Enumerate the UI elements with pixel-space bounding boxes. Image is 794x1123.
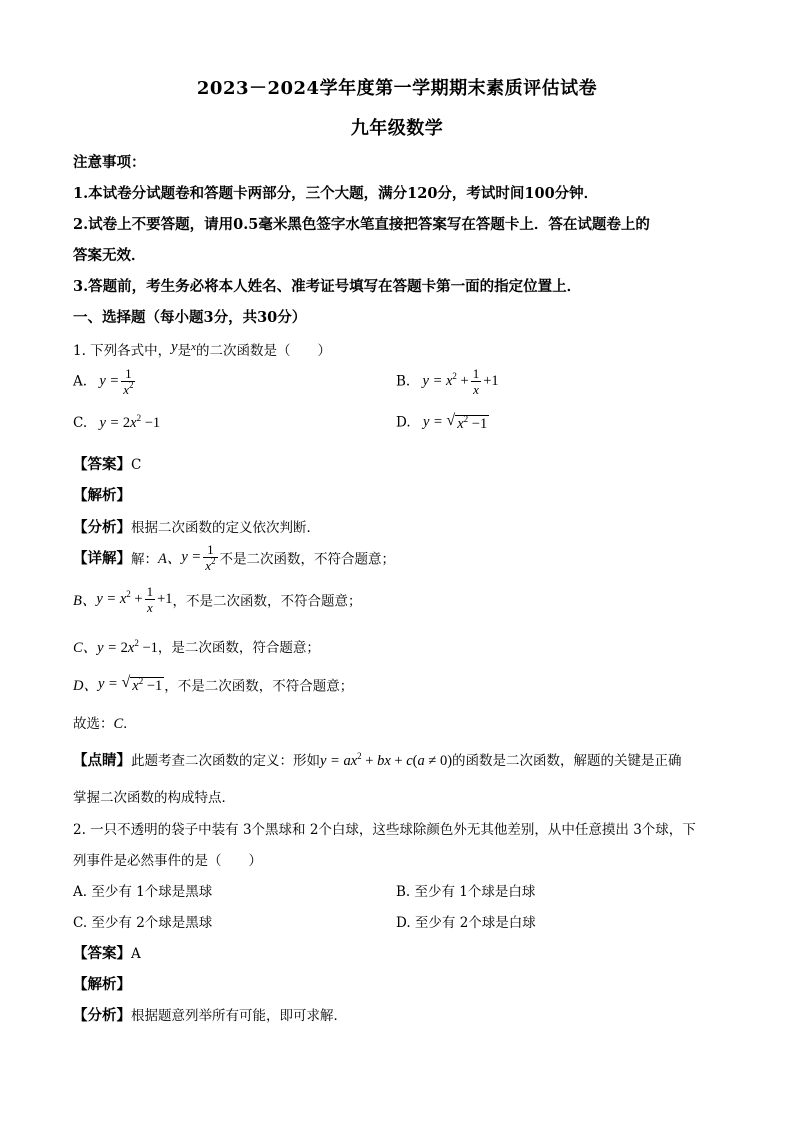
q1-stem-prefix: 1. 下列各式中， bbox=[73, 343, 172, 359]
q2-stem-line1: 2. 一只不透明的袋子中装有 3个黑球和 2个白球，这些球除颜色外无其他差别，从中任意摸出 3个球，下 bbox=[73, 822, 696, 838]
q1-fenxi-text: 根据二次函数的定义依次判断． bbox=[131, 520, 320, 536]
q2-jiexi-tag: 【解析】 bbox=[73, 976, 131, 993]
q1-dianjing-tag: 【点睛】 bbox=[73, 752, 131, 769]
q2-option-b: B. 至少有 1个球是白球 bbox=[396, 884, 536, 900]
q1-option-a bbox=[73, 366, 137, 397]
q2-option-d: D. 至少有 2个球是白球 bbox=[396, 915, 536, 931]
q1-fenxi-tag: 【分析】 bbox=[73, 519, 131, 536]
q1-answer-tag: 【答案】 bbox=[73, 456, 131, 473]
q1-detail-d bbox=[73, 674, 353, 695]
q1-option-d bbox=[396, 413, 489, 432]
q1-detail-c-comment: ，是二次函数，符合题意； bbox=[157, 640, 320, 656]
q2-option-c: C. 至少有 2个球是黑球 bbox=[73, 915, 213, 931]
q1-guxuan bbox=[73, 712, 137, 733]
notes-item-2: 2.试卷上不要答题，请用0.5毫米黑色签字水笔直接把答案写在答题卡上．答在试题卷上的 bbox=[73, 216, 650, 233]
q2-fenxi-text: 根据题意列举所有可能，即可求解． bbox=[131, 1008, 347, 1024]
q1-option-a-label: A. bbox=[73, 373, 88, 390]
exam-title: 2023－2024学年度第一学期期末素质评估试卷 bbox=[196, 78, 598, 99]
section-heading: 一、选择题（每小题3分，共30分） bbox=[73, 309, 307, 326]
q1-option-b-formula: $y = x^2$ + $\frac{1}{x}$ +1 bbox=[422, 366, 499, 397]
notes-item-1: 1.本试卷分试题卷和答题卡两部分，三个大题，满分120分，考试时间100分钟． bbox=[73, 185, 599, 202]
q1-stem-suffix: 的二次函数是（ ） bbox=[196, 343, 331, 359]
q2-option-a: A. 至少有 1个球是黑球 bbox=[73, 884, 213, 900]
q1-dianjing-suffix: 的函数是二次函数，解题的关键是正确 bbox=[452, 753, 682, 769]
q1-detail-b-formula: $y = x^2$ + $\frac{1}{x}$ +1 bbox=[96, 584, 173, 615]
q2-answer bbox=[73, 942, 141, 963]
notes-item-3: 3.答题前，考生务必将本人姓名、准考证号填写在答题卡第一面的指定位置上． bbox=[73, 278, 582, 295]
q1-detail-d-comment: ，不是二次函数，不符合题意； bbox=[164, 678, 354, 695]
q1-option-c-formula: $y = 2x^2 -1$ bbox=[99, 413, 161, 431]
q1-guxuan-text: 故选： bbox=[73, 716, 114, 732]
q1-xiangjie-tag: 【详解】 bbox=[73, 550, 131, 567]
q1-detail-a bbox=[73, 542, 395, 573]
q1-option-c-label: C. bbox=[73, 415, 88, 431]
q1-dianjing-line2: 掌握二次函数的构成特点． bbox=[73, 790, 235, 806]
q1-detail-b-comment: ，不是二次函数，不符合题意； bbox=[172, 593, 362, 610]
q2-stem-line2: 列事件是必然事件的是（ ） bbox=[73, 853, 262, 869]
q1-option-c bbox=[73, 415, 160, 432]
q2-answer-value: A bbox=[131, 946, 141, 962]
q1-detail-b-label: B、 bbox=[73, 593, 97, 609]
q1-detail-c-label: C、 bbox=[73, 640, 98, 656]
q1-detail-d-label: D、 bbox=[73, 678, 98, 694]
q1-guxuan-answer: C bbox=[113, 716, 124, 732]
q2-answer-tag: 【答案】 bbox=[73, 945, 131, 962]
q1-detail-d-formula: y = √ $x^2 -1$ bbox=[97, 674, 163, 694]
q1-detail-b bbox=[73, 584, 362, 615]
q1-detail-a-comment: 不是二次函数，不符合题意； bbox=[219, 551, 395, 568]
q1-fenxi bbox=[73, 516, 320, 537]
q1-detail-a-label: A、 bbox=[158, 551, 182, 567]
q1-answer-value: C bbox=[131, 457, 142, 473]
q1-stem-mid: 是 bbox=[177, 343, 192, 359]
q1-xiangjie-prefix: 解： bbox=[131, 551, 158, 568]
q1-option-b-label: B. bbox=[396, 373, 411, 390]
q1-detail-a-formula: y = $\frac{1}{x^2}$ bbox=[181, 542, 216, 573]
q1-guxuan-end: ． bbox=[123, 716, 137, 732]
q1-stem bbox=[73, 339, 331, 360]
q1-option-b bbox=[396, 366, 499, 397]
q1-detail-c bbox=[73, 636, 320, 657]
q2-fenxi bbox=[73, 1004, 347, 1025]
q1-jiexi-tag: 【解析】 bbox=[73, 487, 131, 504]
q1-dianjing bbox=[73, 749, 682, 770]
exam-subtitle: 九年级数学 bbox=[350, 118, 444, 139]
notes-heading: 注意事项： bbox=[73, 154, 146, 171]
q1-option-d-label: D. bbox=[396, 414, 411, 431]
q1-option-a-formula: y = $\frac{1}{x^2}$ bbox=[99, 366, 134, 397]
q1-stem-x: x bbox=[191, 341, 196, 353]
q1-answer bbox=[73, 453, 141, 474]
q1-detail-c-formula: $y = 2x^2 -1$ bbox=[97, 638, 158, 656]
q1-dianjing-formula: $y = ax^2$ + bx + c(a ≠ 0) bbox=[320, 751, 453, 769]
q1-stem-y: y bbox=[171, 339, 178, 355]
q1-dianjing-prefix: 此题考查二次函数的定义：形如 bbox=[131, 753, 320, 769]
q1-option-d-formula: y = √ $x^2 -1$ bbox=[422, 412, 488, 432]
notes-item-2-cont: 答案无效． bbox=[73, 247, 146, 264]
q2-fenxi-tag: 【分析】 bbox=[73, 1007, 131, 1024]
